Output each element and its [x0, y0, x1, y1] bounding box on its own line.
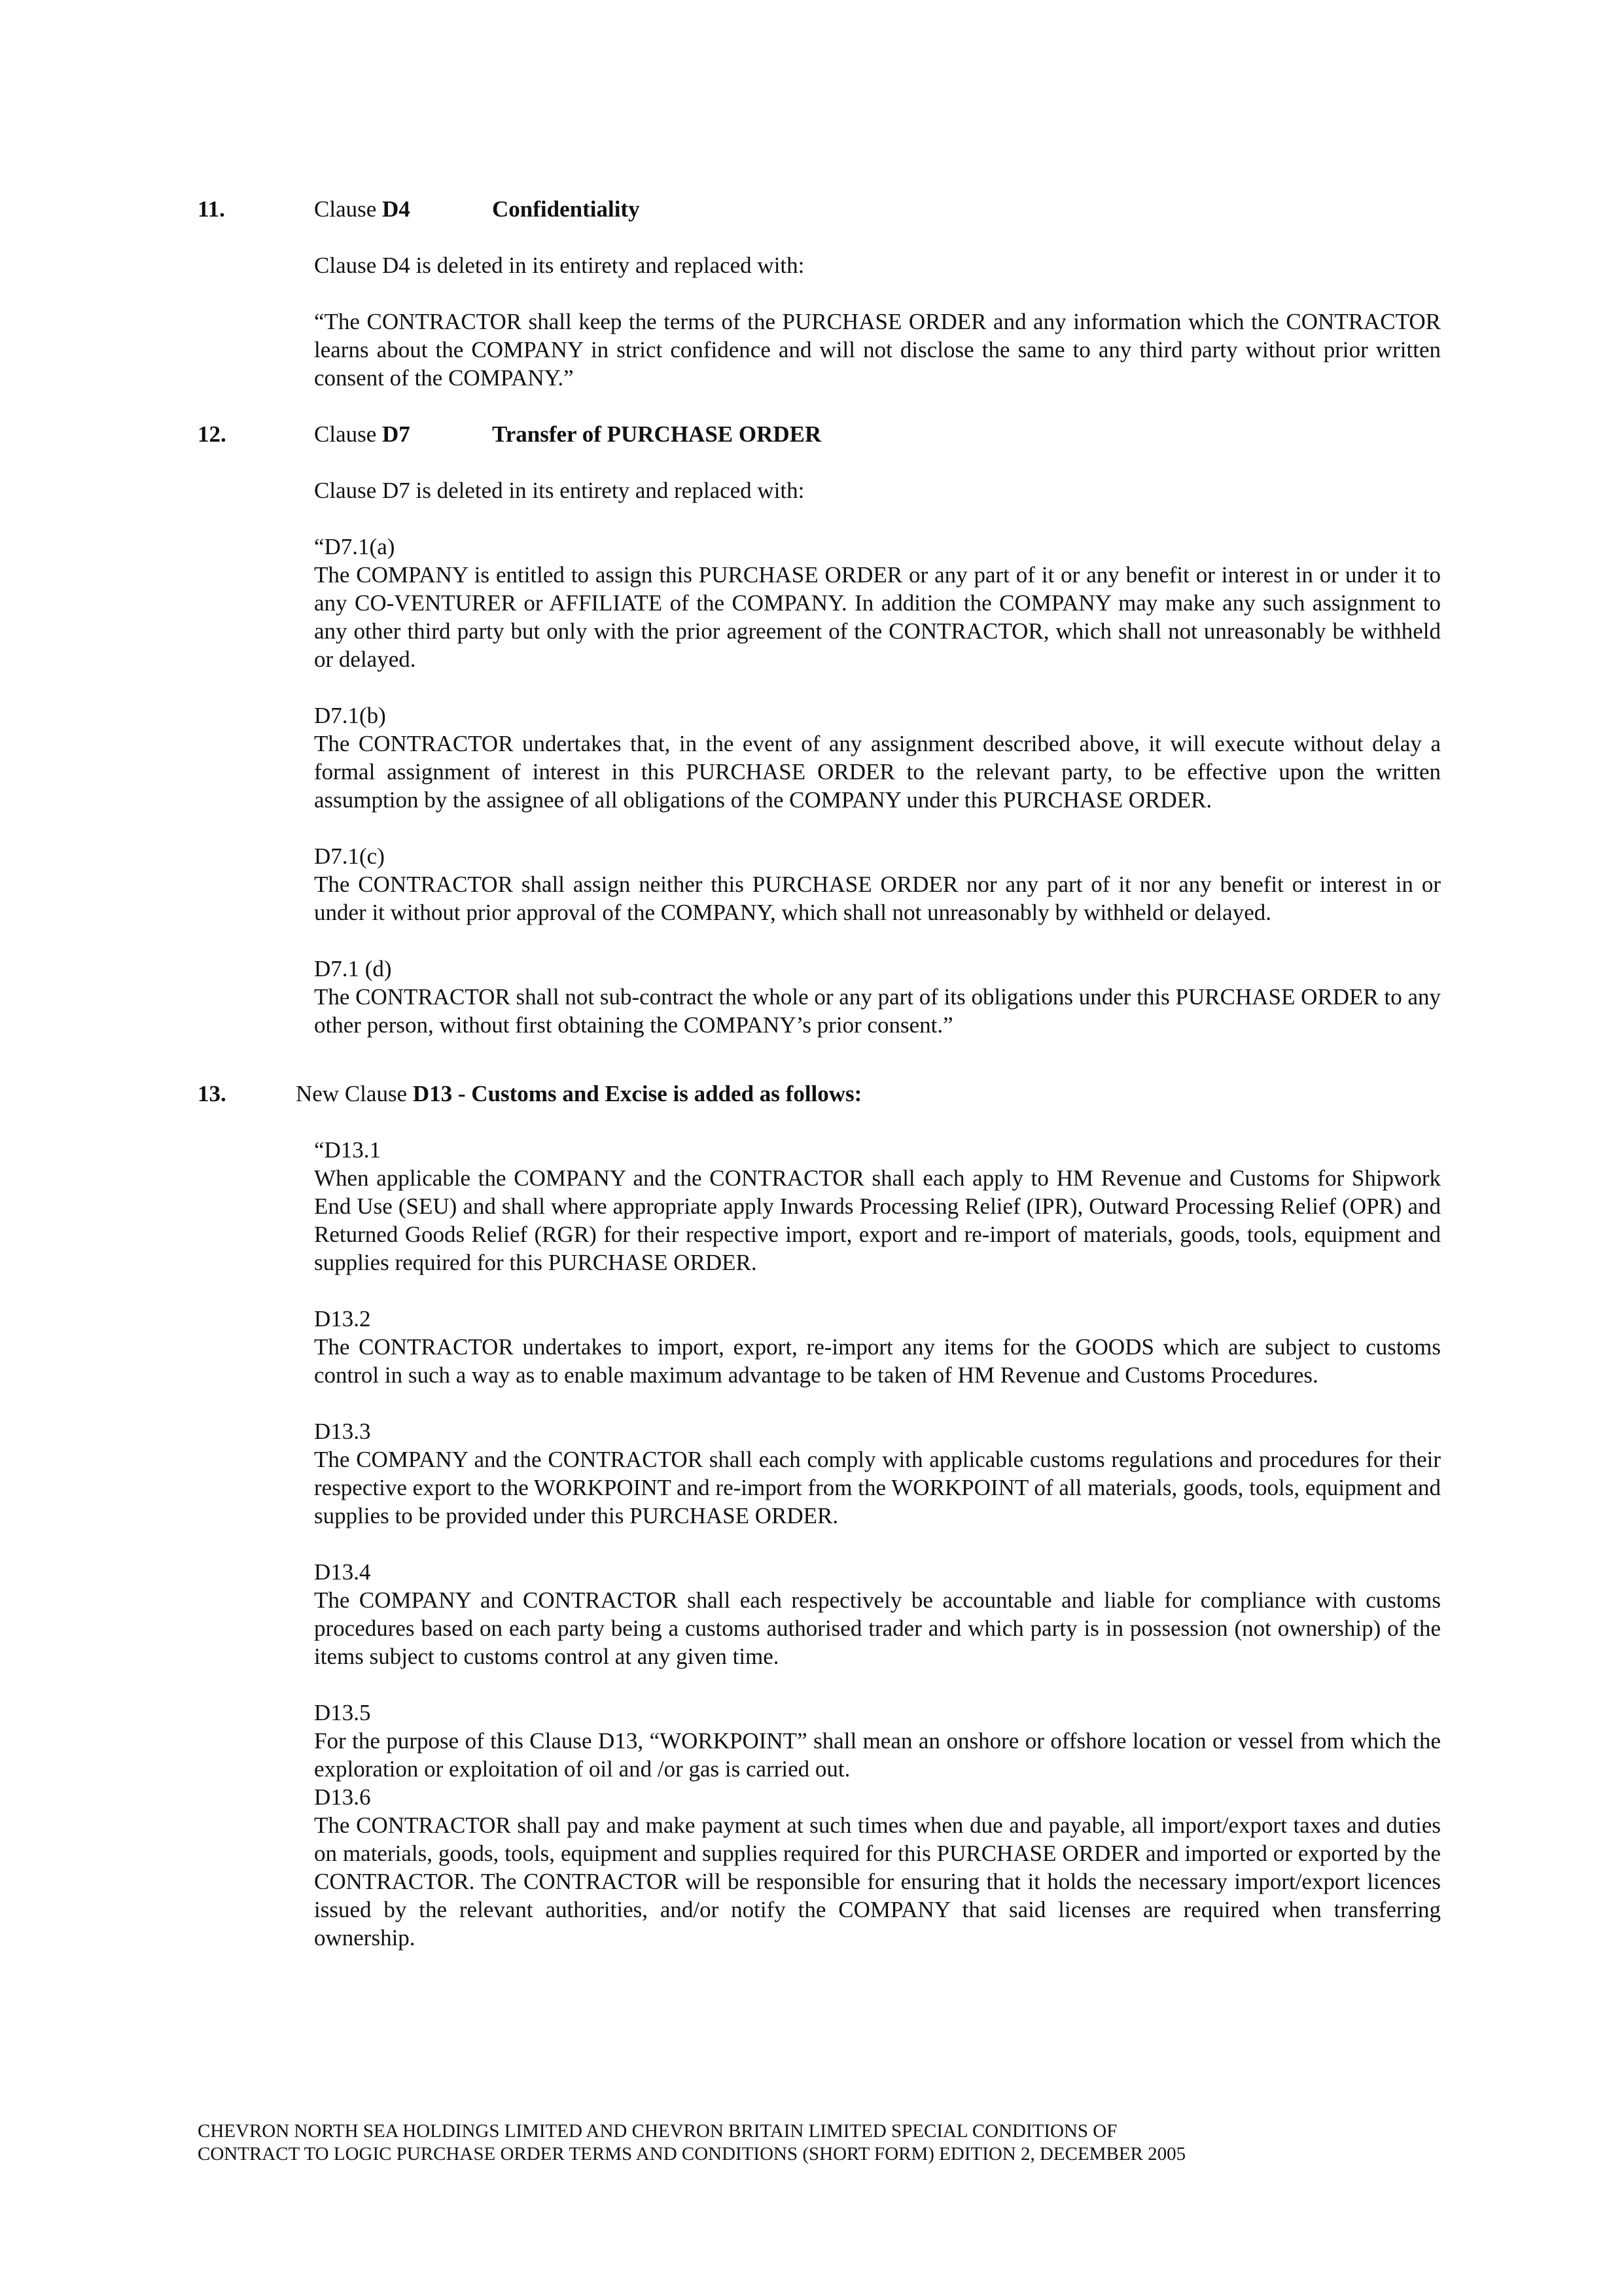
section-11-heading: [198, 195, 1441, 223]
subclause-ref: D7.1(c): [314, 843, 385, 869]
clause-label: New Clause D13 - Customs and Excise is added as follows:: [296, 1081, 862, 1106]
clause-label: Clause D4: [314, 196, 410, 222]
subclause-text: The COMPANY and CONTRACTOR shall each respectively be accountable and liable for compliance with customs procedures based on each party being a customs authorised trader and which party is in possession (not ownership) of the items subject to customs control at any given time.: [314, 1587, 1441, 1669]
subclause-text: The COMPANY and the CONTRACTOR shall each comply with applicable customs regulations and procedures for their respective export to the WORKPOINT and re-import from the WORKPOINT of all materials, goods, tools, equipment and supplies to be provided under this PURCHASE ORDER.: [314, 1447, 1441, 1528]
subclause-text: When applicable the COMPANY and the CONTRACTOR shall each apply to HM Revenue and Customs for Shipwork End Use (SEU) and shall where appropriate apply Inwards Processing Relief (IPR), Outward Processing Relief (OPR) and Returned Goods Relief (RGR) for their respective import, export and re-import of materials, goods, tools, equipment and supplies required for this PURCHASE ORDER.: [314, 1165, 1441, 1275]
clause-label: Clause D7: [314, 421, 410, 447]
subclause-text: The COMPANY is entitled to assign this PURCHASE ORDER or any part of it or any benefit or interest in or under it to any CO-VENTURER or AFFILIATE of the COMPANY. In addition the COMPANY may make any such assignment to any other third party but only with the prior agreement of the CONTRACTOR, which shall not unreasonably be withheld or delayed.: [314, 562, 1441, 672]
section-13: [198, 1080, 1441, 1952]
section-number: 12.: [198, 421, 226, 447]
subclause-text: For the purpose of this Clause D13, “WORKPOINT” shall mean an onshore or offshore location or vessel from which the exploration or exploitation of oil and /or gas is carried out.: [314, 1728, 1441, 1782]
subclause-ref: D13.4: [314, 1559, 371, 1585]
subclause-text: The CONTRACTOR shall pay and make payment at such times when due and payable, all import/export taxes and duties on materials, goods, tools, equipment and supplies required for this PURCHASE ORDER and imported or exported by the CONTRACTOR. The CONTRACTOR will be responsible for ensuring that it holds the necessary import/export licences issued by the relevant authorities, and/or notify the COMPANY that said licenses are required when transferring ownership.: [314, 1812, 1441, 1951]
section-intro: Clause D7 is deleted in its entirety and replaced with:: [314, 478, 805, 503]
section-number: 13.: [198, 1081, 226, 1106]
page-footer: [198, 2120, 1441, 2166]
subclause-ref: D13.6: [314, 1784, 371, 1810]
footer-line: CONTRACT TO LOGIC PURCHASE ORDER TERMS AND CONDITIONS (SHORT FORM) EDITION 2, DECEMBER 2005: [198, 2144, 1186, 2164]
section-11: [198, 195, 1441, 392]
section-intro: Clause D4 is deleted in its entirety and replaced with:: [314, 253, 805, 278]
subclause-ref: D7.1(b): [314, 703, 386, 728]
section-number: 11.: [198, 196, 225, 222]
subclause-ref: D13.2: [314, 1306, 371, 1332]
section-title: Transfer of PURCHASE ORDER: [492, 421, 822, 447]
subclause-ref: D13.5: [314, 1700, 371, 1725]
section-13-heading: [198, 1080, 1441, 1108]
section-12: [198, 420, 1441, 1039]
section-12-heading: [198, 420, 1441, 448]
subclause-ref: “D7.1(a): [314, 534, 395, 559]
subclause-text: The CONTRACTOR shall not sub-contract the whole or any part of its obligations under this PURCHASE ORDER to any other person, without first obtaining the COMPANY’s prior consent.”: [314, 984, 1441, 1038]
subclause-ref: D13.3: [314, 1419, 371, 1444]
paragraph: “The CONTRACTOR shall keep the terms of the PURCHASE ORDER and any information which the CONTRACTOR learns about the COMPANY in strict confidence and will not disclose the same to any third party without prior written consent of the COMPANY.”: [314, 309, 1441, 391]
subclause-ref: D7.1 (d): [314, 956, 392, 981]
footer-line: CHEVRON NORTH SEA HOLDINGS LIMITED AND CHEVRON BRITAIN LIMITED SPECIAL CONDITIONS OF: [198, 2121, 1118, 2142]
subclause-text: The CONTRACTOR undertakes that, in the event of any assignment described above, it will execute without delay a formal assignment of interest in this PURCHASE ORDER to the relevant party, to be effective upon the written assumption by the assignee of all obligations of the COMPANY under this PURCHASE ORDER.: [314, 731, 1441, 813]
section-title: Confidentiality: [492, 196, 640, 222]
subclause-text: The CONTRACTOR shall assign neither this PURCHASE ORDER nor any part of it nor any benefit or interest in or under it without prior approval of the COMPANY, which shall not unreasonably by withheld or delayed.: [314, 872, 1441, 925]
subclause-text: The CONTRACTOR undertakes to import, export, re-import any items for the GOODS which are subject to customs control in such a way as to enable maximum advantage to be taken of HM Revenue and Customs Procedures.: [314, 1334, 1441, 1388]
subclause-ref: “D13.1: [314, 1137, 381, 1163]
